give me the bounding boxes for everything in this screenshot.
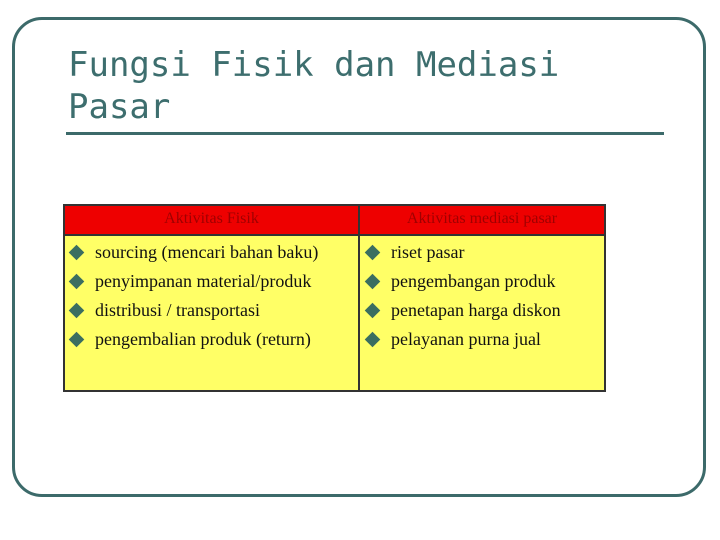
header-divider (65, 234, 604, 236)
header-physical-activities: Aktivitas Fisik (164, 210, 259, 227)
list-item: distribusi / transportasi (69, 296, 318, 325)
diamond-bullet-icon (365, 332, 381, 348)
list-item: riset pasar (365, 238, 561, 267)
activities-table (63, 204, 606, 392)
diamond-bullet-icon (365, 274, 381, 290)
physical-activities-list (69, 238, 318, 354)
diamond-bullet-icon (69, 245, 85, 261)
list-item: penetapan harga diskon (365, 296, 561, 325)
list-item: penyimpanan material/produk (69, 267, 318, 296)
diamond-bullet-icon (69, 303, 85, 319)
diamond-bullet-icon (69, 332, 85, 348)
title-underline (66, 132, 664, 135)
slide-title: Fungsi Fisik dan Mediasi Pasar (68, 45, 560, 127)
diamond-bullet-icon (69, 274, 85, 290)
header-market-mediation: Aktivitas mediasi pasar (406, 210, 558, 227)
list-item: pengembangan produk (365, 267, 561, 296)
list-item: pengembalian produk (return) (69, 325, 318, 354)
column-divider (358, 206, 360, 390)
diamond-bullet-icon (365, 303, 381, 319)
market-mediation-list (365, 238, 561, 354)
list-item: sourcing (mencari bahan baku) (69, 238, 318, 267)
diamond-bullet-icon (365, 245, 381, 261)
table-header-row (65, 206, 604, 234)
list-item: pelayanan purna jual (365, 325, 561, 354)
